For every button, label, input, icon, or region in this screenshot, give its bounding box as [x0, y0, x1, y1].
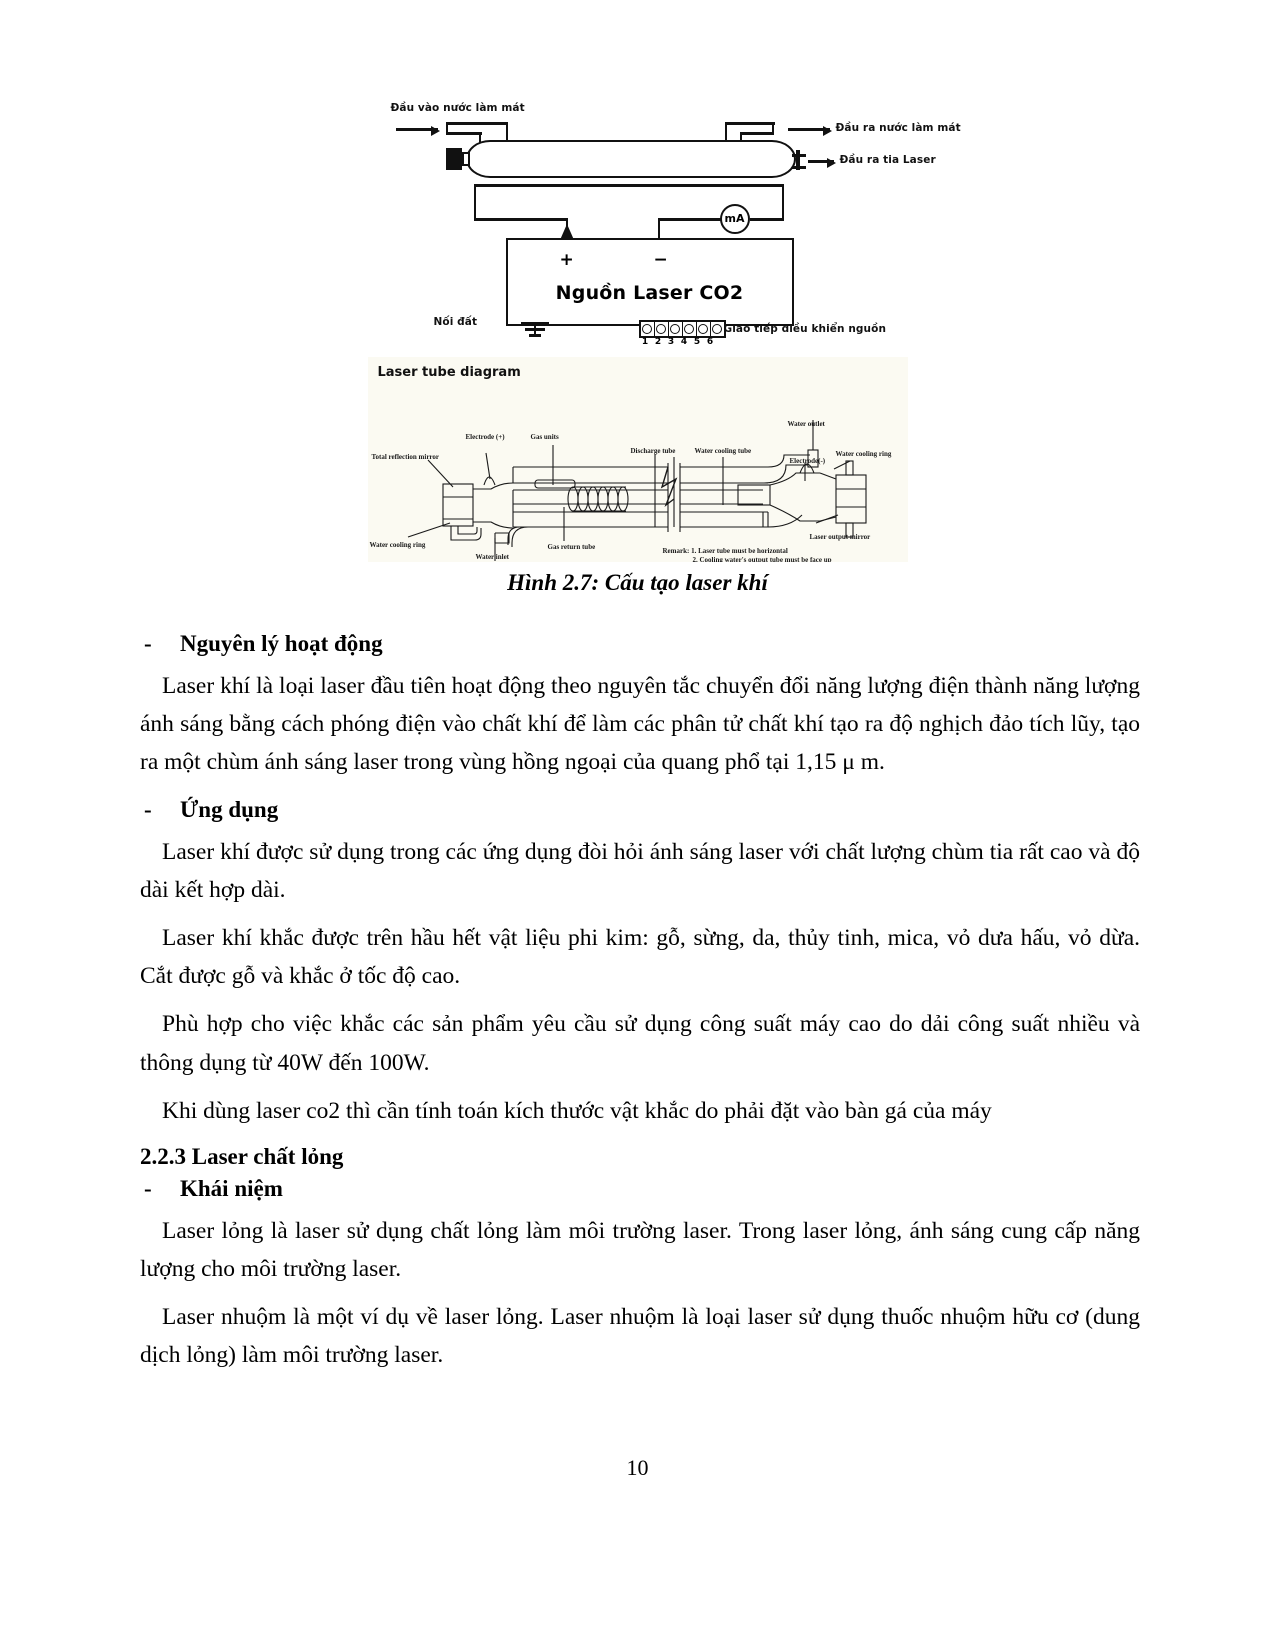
- paragraph-operating-principle: Laser khí là loại laser đầu tiên hoạt động theo nguyên tắc chuyển đổi năng lượng điện thành năng lượng ánh sáng bằng cách phóng điện vào chất khí để làm các phân tử chất khí tạo ra độ nghịch đảo tích lũy, tạo ra một chùm ánh sáng laser trong vùng hồng ngoại của quang phổ tại 1,15 μ m.: [140, 673, 1140, 776]
- electrode-positive-label: Electrode (+): [465, 433, 505, 441]
- rear-mirror-cap: [446, 148, 462, 170]
- heading-application: [140, 797, 1140, 823]
- control-connector-icon: [639, 320, 726, 338]
- ground-bar-1: [521, 322, 549, 325]
- inlet-pipe-mid: [446, 132, 482, 135]
- remark-line-1: Remark: 1. Laser tube must be horizontal: [662, 547, 788, 555]
- water-cooling-tube-label: Water cooling tube: [694, 447, 752, 455]
- outlet-pipe-top: [725, 122, 775, 125]
- paragraph-application-4: Khi dùng laser co2 thì cần tính toán kích thước vật khắc do phải đặt vào bàn gá của máy: [162, 1097, 992, 1124]
- water-inlet-label: Water inlet: [475, 553, 510, 561]
- ground-label: Nối đất: [433, 316, 478, 328]
- heading-concept: [140, 1176, 1140, 1202]
- water-cooling-ring-left-label: Water cooling ring: [369, 541, 426, 549]
- rear-mirror-flange: [462, 152, 470, 166]
- ground-bar-2: [525, 328, 545, 331]
- paragraph-application-3: Phù hợp cho việc khắc các sản phẩm yêu cầu sử dụng công suất máy cao do dải công suất nhiều và thông dụng từ 40W đến 100W.: [140, 1011, 1140, 1076]
- document-body: [140, 615, 1140, 1374]
- laser-tube-diagram: [368, 357, 908, 562]
- bullet-dash: -: [144, 1175, 152, 1201]
- control-connector-label: Giao tiếp điều khiển nguồn: [723, 323, 887, 335]
- anode-wire-h: [474, 218, 568, 221]
- ammeter-icon: mA: [720, 204, 750, 234]
- figure-2-7: [0, 80, 1275, 596]
- paragraph-concept-2: Laser nhuộm là một ví dụ về laser lỏng. Laser nhuộm là loại laser sử dụng thuốc nhuộm hữu cơ (dung dịch lỏng) làm môi trường laser.: [140, 1303, 1140, 1368]
- gas-return-tube-label: Gas return tube: [547, 543, 596, 551]
- bullet-dash: -: [144, 797, 152, 823]
- pin-4: 4: [680, 337, 688, 347]
- figure-caption: Hình 2.7: Cấu tạo laser khí: [507, 570, 768, 595]
- electrode-negative-label: Electrode(-): [789, 457, 826, 465]
- coolant-inlet-label: Đầu vào nước làm mát: [390, 102, 525, 114]
- remark-line-2: 2. Cooling water's output tube must be face up: [692, 556, 832, 562]
- pin-5: 5: [693, 337, 701, 347]
- output-cap-top: [792, 154, 806, 157]
- ground-bar-3: [529, 334, 541, 337]
- heading-concept-text: Khái niệm: [180, 1175, 283, 1201]
- output-cap-bottom: [792, 166, 806, 169]
- power-supply-box: [506, 238, 794, 326]
- cathode-wire-h: [658, 218, 722, 221]
- laser-tube-line-art: [368, 357, 908, 562]
- tube-lower-rail: [474, 184, 784, 187]
- paragraph-concept-1: Laser lỏng là laser sử dụng chất lỏng làm môi trường laser. Trong laser lỏng, ánh sáng cung cấp năng lượng cho môi trường laser.: [140, 1217, 1140, 1282]
- cathode-wire-v: [658, 218, 661, 238]
- inlet-pipe-top: [446, 122, 508, 125]
- total-reflection-mirror-label: Total reflection mirror: [371, 453, 440, 461]
- heading-application-text: Ứng dụng: [180, 797, 279, 823]
- heading-operating-principle: [140, 631, 1140, 657]
- heading-operating-principle-text: Nguyên lý hoạt động: [180, 631, 383, 656]
- laser-output-mirror-label: Laser output mirror: [809, 533, 871, 541]
- pin-2: 2: [654, 337, 662, 347]
- tube-right-drop: [782, 184, 785, 220]
- water-cooling-ring-right-label: Water cooling ring: [835, 450, 892, 458]
- water-outlet-label: Water outlet: [787, 420, 825, 428]
- ammeter-wire-h: [750, 218, 784, 221]
- coolant-outlet-arrow-icon: [788, 128, 830, 131]
- laser-output-label: Đầu ra tia Laser: [839, 154, 936, 166]
- outlet-pipe-mid: [740, 132, 774, 135]
- laser-tube-body: [466, 140, 796, 178]
- bullet-dash: -: [144, 631, 152, 656]
- page-number: 10: [626, 1455, 649, 1480]
- gas-units-label: Gas units: [530, 433, 559, 441]
- pin-6: 6: [706, 337, 714, 347]
- paragraph-application-1: Laser khí được sử dụng trong các ứng dụng đòi hỏi ánh sáng laser với chất lượng chùm tia rất cao và độ dài kết hợp dài.: [140, 839, 1140, 904]
- connector-pin-numbers: [639, 337, 717, 347]
- positive-terminal-label: +: [559, 250, 574, 270]
- laser-tube-diagram-title: Laser tube diagram: [377, 365, 521, 380]
- paragraph-application-2: Laser khí khắc được trên hầu hết vật liệu phi kim: gỗ, sừng, da, thủy tinh, mica, vỏ dưa hấu, vỏ dừa. Cắt được gỗ và khắc ở tốc độ cao.: [140, 925, 1140, 990]
- power-supply-title: Nguồn Laser CO2: [555, 282, 744, 304]
- laser-output-arrow-icon: [808, 160, 834, 163]
- tube-left-drop: [474, 184, 477, 220]
- discharge-tube-label: Discharge tube: [630, 447, 676, 455]
- co2-laser-power-wiring-diagram: [358, 80, 961, 347]
- pin-1: 1: [641, 337, 649, 347]
- coolant-inlet-arrow-icon: [396, 128, 438, 131]
- negative-terminal-label: −: [653, 250, 668, 270]
- pin-3: 3: [667, 337, 675, 347]
- coolant-outlet-label: Đầu ra nước làm mát: [835, 122, 961, 134]
- heading-section-2-2-3: 2.2.3 Laser chất lỏng: [140, 1143, 344, 1169]
